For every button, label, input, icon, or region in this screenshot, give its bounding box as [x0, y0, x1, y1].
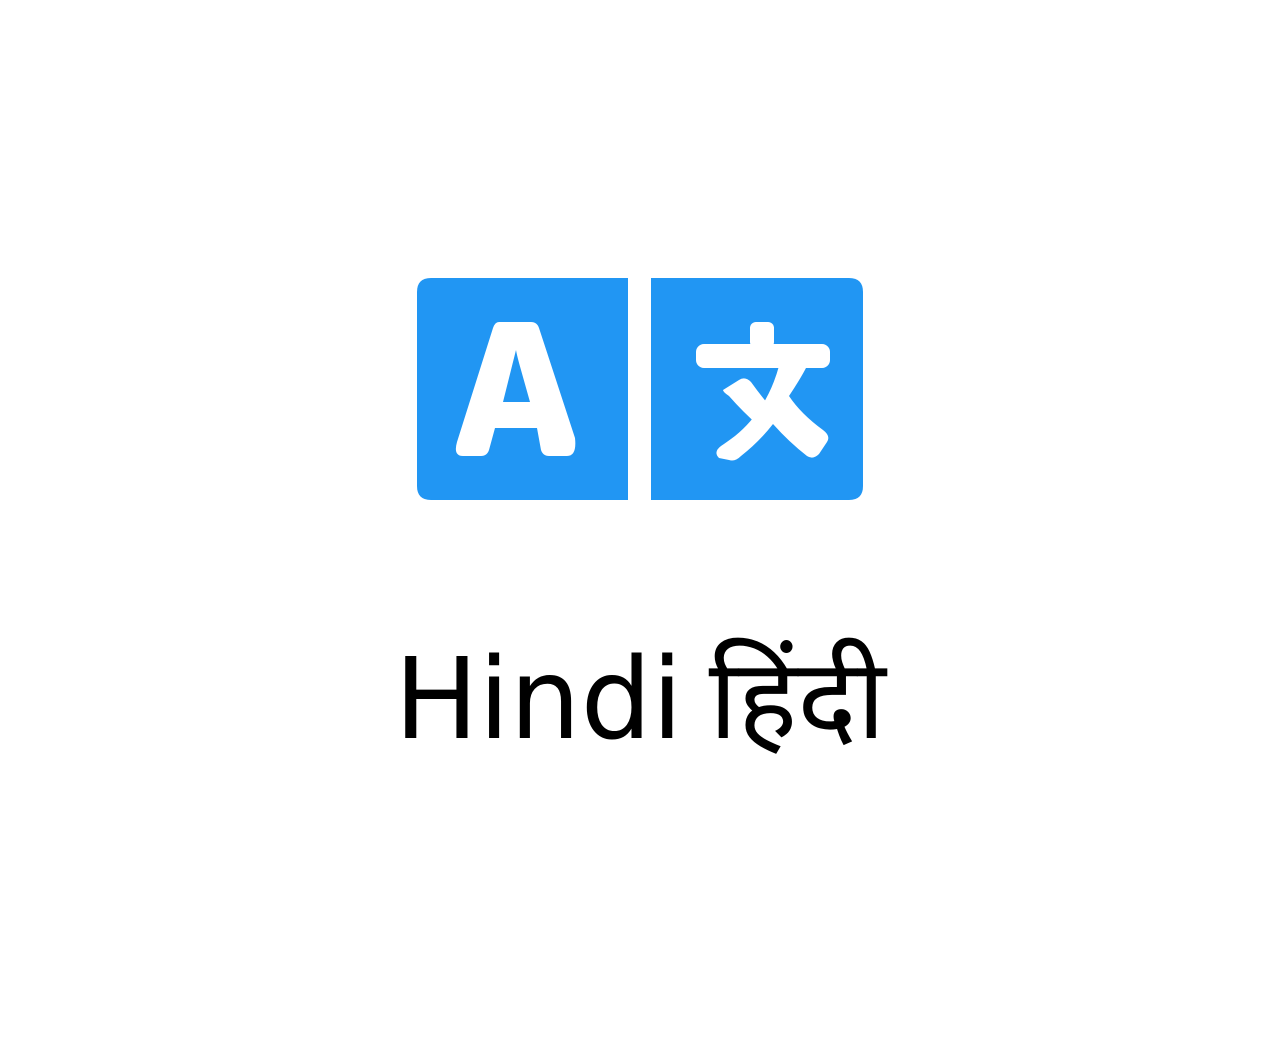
translate-icon-right-panel — [651, 278, 863, 500]
language-english-name: Hindi — [394, 635, 683, 765]
translate-icon-left-panel — [417, 278, 628, 500]
language-native-name: हिंदी — [708, 635, 886, 765]
language-label — [0, 620, 1280, 780]
translate-icon — [417, 278, 863, 500]
